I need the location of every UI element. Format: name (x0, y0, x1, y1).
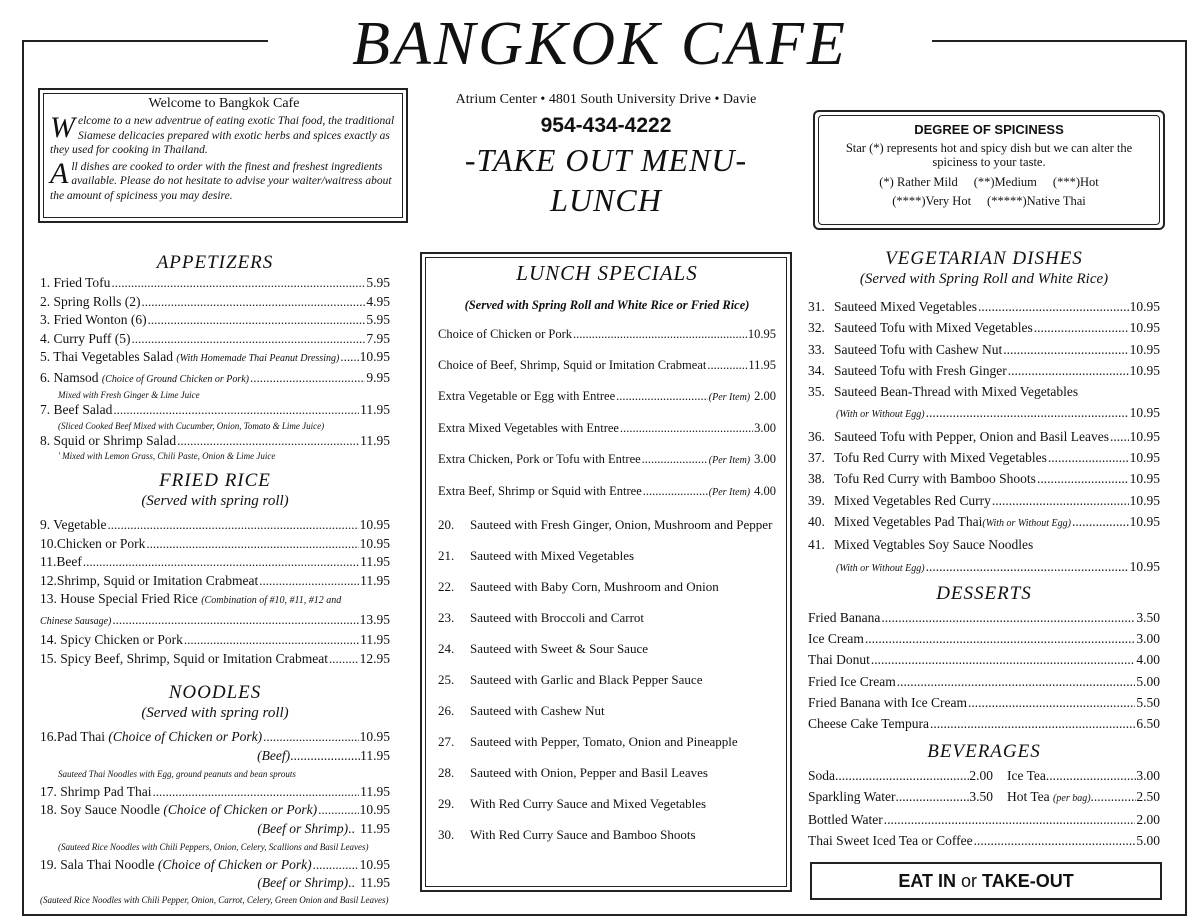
item-number: 24. (438, 641, 455, 656)
beverage-row: Soda ..... 2.00 Ice Tea ..... 3.00 (808, 765, 1160, 786)
lunch-choice (438, 476, 776, 508)
desserts-title: DESSERTS (936, 582, 1032, 604)
dot-leader (881, 607, 1135, 628)
level-3: (***)Hot (1052, 175, 1099, 189)
lunch-item (438, 702, 776, 719)
menu-item-cont (808, 402, 1160, 425)
item-price: 11.95 (360, 402, 390, 417)
menu-item (808, 317, 1160, 338)
beverage-row: Thai Sweet Iced Tea or Coffee ..... 5.00 (808, 830, 1160, 851)
dot-leader (707, 350, 747, 381)
menu-item (40, 611, 390, 632)
vegetarian-list (808, 296, 1160, 579)
item-number: 25. (438, 672, 455, 687)
dot-leader (112, 611, 358, 630)
dot-leader (871, 649, 1136, 670)
item-name: Sauteed Mixed Vegetables (834, 299, 977, 314)
noodle-item-19: 19. Sala Thai Noodle (Choice of Chicken or Pork) ..... 10.95 (Beef or Shrimp) .. 11.95 (Sauteed Rice Noodles with Chili Pepper, Onion, Carrot, Celery, Green Onion and Basil Leaves) (40, 856, 390, 907)
dot-leader (978, 296, 1129, 317)
dot-leader (1110, 426, 1129, 447)
noodles-title: NOODLES (168, 682, 262, 703)
item-number: 30. (438, 827, 455, 842)
dot-leader (1003, 339, 1128, 360)
item-price: 10.95 (1129, 513, 1160, 529)
lunch-items-list (438, 516, 776, 843)
item-name: Sauteed with Pepper, Tomato, Onion and Pineapple (470, 734, 738, 749)
fried-rice-subtitle: (Served with spring roll) (141, 493, 289, 509)
menu-item (40, 311, 390, 330)
item-name: 2. Spring Rolls (2) (40, 293, 141, 309)
menu-item (40, 650, 390, 669)
eat-in-take-out-banner: EAT IN or TAKE-OUT (810, 862, 1162, 900)
item-description: Mixed with Fresh Ginger & Lime Juice (58, 390, 200, 400)
lunch-specials-served: (Served with Spring Roll and White Rice or Fried Rice) (464, 298, 750, 312)
item-price: 3.00 (1136, 631, 1160, 647)
item-name: Sauteed with Cashew Nut (470, 703, 605, 718)
item-name: Sauteed Tofu with Fresh Ginger (834, 362, 1007, 378)
lunch-choices-list (438, 319, 776, 508)
menu-item (808, 381, 1160, 402)
item-name: 5. Thai Vegetables Salad (With Homemade Thai Peanut Dressing) (40, 349, 340, 364)
item-name: 14. Spicy Chicken or Pork (40, 632, 183, 647)
choice-price: 11.95 (748, 358, 776, 372)
item-name: Mixed Vegtables Soy Sauce Noodles (834, 537, 1034, 553)
fried-rice-title: FRIED RICE (159, 470, 271, 491)
dot-leader (259, 572, 359, 591)
menu-item (40, 432, 390, 451)
center-header (410, 92, 802, 218)
lunch-item (438, 516, 776, 533)
item-note: (Combination of #10, #11, #12 and (201, 595, 342, 606)
dot-leader (1048, 447, 1129, 468)
item-name: Sauteed with Garlic and Black Pepper Sauce (470, 672, 703, 687)
item-name: 7. Beef Salad (40, 402, 113, 417)
noodle-item-18: 18. Soy Sauce Noodle (Choice of Chicken or Pork) ..... 10.95 (Beef or Shrimp) .. 11.95 (Sauteed Rice Noodles with Chili Peppers, Onion, Celery, Scallions and Basil Leaves) (40, 801, 390, 853)
noodle-item-16: 16.Pad Thai (Choice of Chicken or Pork) ..... 10.95 (Beef) ..... 11.95 Sauteed Thai Noodles with Egg, ground peanuts and bean sprouts (40, 728, 390, 780)
level-1: (*) Rather Mild (879, 175, 958, 189)
dot-leader (616, 381, 708, 412)
item-price: 5.95 (366, 312, 390, 327)
dot-leader (113, 401, 359, 420)
item-name: With Red Curry Sauce and Bamboo Shoots (470, 827, 696, 842)
dot-leader (184, 631, 359, 650)
phone-number: 954-434-4222 (540, 114, 672, 137)
item-price: 10.95 (1129, 341, 1160, 357)
item-name: Sauteed with Mixed Vegetables (470, 548, 635, 563)
vegetarian-title: VEGETARIAN DISHES (885, 248, 1083, 269)
dot-leader (992, 490, 1129, 511)
item-description: ' Mixed with Lemon Grass, Chili Paste, Onion & Lime Juice (58, 451, 276, 461)
item-price: 10.95 (1129, 362, 1160, 378)
lunch-choice (438, 319, 776, 350)
item-name: Fried Banana (808, 609, 881, 625)
item-number: 27. (438, 734, 455, 749)
menu-item (808, 339, 1160, 360)
dot-leader (111, 274, 365, 293)
item-number: 22. (438, 579, 455, 594)
vegetarian-subtitle: (Served with Spring Roll and White Rice) (859, 271, 1109, 287)
dessert-item (808, 671, 1160, 692)
menu-item (808, 296, 1160, 317)
level-5: (*****)Native Thai (987, 194, 1086, 208)
item-name: Tofu Red Curry with Bamboo Shoots (834, 471, 1036, 487)
fried-rice-list (40, 516, 390, 668)
dot-leader (643, 476, 708, 507)
item-price: 7.95 (366, 330, 390, 346)
item-price: 11.95 (360, 432, 390, 448)
dot-leader (142, 293, 366, 312)
item-name: Ice Cream (808, 631, 864, 647)
choice-price: 10.95 (747, 327, 776, 341)
choice-price: 3.00 (754, 452, 776, 466)
item-number: 20. (438, 517, 455, 532)
item-note: (With Homemade Thai Peanut Dressing) (176, 353, 340, 364)
item-note: Chinese Sausage) (40, 615, 112, 627)
choice-price: 2.00 (754, 389, 776, 403)
item-name: Sauteed Bean-Thread with Mixed Vegetables (834, 384, 1079, 400)
item-name: 1. Fried Tofu (40, 275, 111, 290)
item-number: 36. (808, 428, 825, 444)
lunch-item (438, 547, 776, 564)
item-price: 5.50 (1136, 695, 1160, 711)
menu-item-cont (808, 556, 1160, 579)
menu-item (808, 447, 1160, 468)
item-name: 6. Namsod (Choice of Ground Chicken or Pork) (40, 369, 249, 385)
welcome-paragraph-1: Welcome to a new adventrue of eating exotic Thai food, the traditional Siamese delicacies prepared with exotic herbs and spices exactly as they used for cooking in Thailand. (50, 111, 395, 156)
item-number: 28. (438, 765, 455, 780)
left-column (40, 252, 390, 908)
choice-name: Extra Beef, Shrimp or Squid with Entree (438, 484, 642, 498)
menu-item (808, 490, 1160, 511)
item-name: 3. Fried Wonton (6) (40, 312, 147, 327)
item-number: 37. (808, 450, 825, 466)
item-price: 10.95 (359, 349, 390, 364)
beverage-row: Sparkling Water ..... 3.50 Hot Tea (per bag) ..... 2.50 (808, 786, 1160, 809)
item-price: 5.00 (1136, 673, 1160, 689)
per-item-note: (Per Item) (708, 455, 751, 466)
lunch-item (438, 733, 776, 750)
dot-leader (83, 553, 359, 572)
item-price: 4.95 (366, 293, 390, 309)
item-name: 9. Vegetable (40, 517, 107, 532)
item-price: 10.95 (1129, 405, 1160, 421)
item-name: With Red Curry Sauce and Mixed Vegetables (470, 796, 707, 811)
dot-leader (926, 402, 1129, 423)
item-number: 35. (808, 384, 825, 400)
item-price: 11.95 (360, 572, 390, 588)
item-note: (With or Without Egg) (836, 409, 925, 421)
menu-item (40, 590, 390, 611)
dot-leader (865, 628, 1136, 649)
dessert-item (808, 692, 1160, 713)
address: Atrium Center • 4801 South University Drive • Davie (455, 92, 757, 107)
item-name: Mixed Vegetables Pad Thai (834, 513, 983, 529)
lunch-item (438, 578, 776, 595)
item-number: 41. (808, 537, 825, 553)
dot-leader (573, 319, 747, 350)
lunch-choice (438, 350, 776, 381)
level-4: (****)Very Hot (892, 194, 972, 208)
menu-item (808, 360, 1160, 381)
lunch-choice (438, 444, 776, 476)
spiciness-box (813, 110, 1165, 230)
item-price: 9.95 (366, 369, 390, 385)
lunch-choice (438, 413, 776, 444)
choice-name: Extra Mixed Vegetables with Entree (438, 421, 619, 435)
item-price: 5.95 (366, 275, 390, 290)
item-name: Sauteed Tofu with Mixed Vegetables (834, 320, 1033, 336)
dot-leader (146, 535, 358, 554)
dessert-item (808, 607, 1160, 628)
item-price: 10.95 (1129, 558, 1160, 574)
item-number: 23. (438, 610, 455, 625)
lunch-item (438, 764, 776, 781)
item-price: 10.95 (359, 535, 390, 551)
item-price: 13.95 (359, 611, 390, 627)
spiciness-levels (823, 173, 1155, 211)
menu-item (808, 426, 1160, 447)
item-name: Sauteed with Sweet & Sour Sauce (470, 641, 648, 656)
per-item-note: (Per Item) (708, 392, 751, 403)
item-name: 15. Spicy Beef, Shrimp, Squid or Imitation Crabmeat (40, 650, 328, 666)
dot-leader (148, 311, 366, 330)
item-name: Sauteed with Fresh Ginger, Onion, Mushroom and Pepper (470, 517, 773, 532)
appetizers-title: APPETIZERS (156, 252, 274, 273)
dot-leader (968, 692, 1135, 713)
item-price: 10.95 (359, 517, 390, 532)
item-price: 10.95 (1129, 428, 1160, 444)
item-note: (With or Without Egg) (836, 562, 925, 574)
dot-leader (132, 330, 366, 349)
drop-cap-a: A (50, 156, 69, 190)
menu-item (40, 369, 390, 390)
item-name: Thai Donut (808, 652, 870, 668)
dot-leader (107, 516, 358, 535)
item-price: 10.95 (1129, 299, 1160, 314)
item-name (40, 611, 111, 632)
dessert-item (808, 628, 1160, 649)
lunch-item (438, 609, 776, 626)
menu-item (40, 330, 390, 349)
menu-item (40, 348, 390, 369)
spiciness-description: Star (*) represents hot and spicy dish but we can alter the spiciness to your taste. (845, 141, 1133, 169)
lunch-item (438, 795, 776, 812)
lunch-item (438, 826, 776, 843)
dot-leader (897, 671, 1136, 692)
item-name: 8. Squid or Shrimp Salad (40, 432, 177, 448)
frame-top-left (22, 40, 268, 42)
item-name: Sauteed Tofu with Pepper, Onion and Basil Leaves (834, 428, 1109, 444)
item-name: 13. House Special Fried Rice (Combination of #10, #11, #12 and (40, 591, 342, 606)
item-name: Fried Ice Cream (808, 673, 896, 689)
menu-item (40, 631, 390, 650)
item-name: Sauteed with Broccoli and Carrot (470, 610, 645, 625)
item-number: 40. (808, 513, 825, 529)
menu-item (40, 274, 390, 293)
item-number: 38. (808, 471, 825, 487)
item-name: Sauteed Tofu with Cashew Nut (834, 341, 1003, 357)
choice-name: Choice of Beef, Shrimp, Squid or Imitation Crabmeat (438, 358, 707, 372)
item-price: 10.95 (1129, 471, 1160, 487)
item-number: 26. (438, 703, 455, 718)
item-number: 33. (808, 341, 825, 357)
noodles-subtitle: (Served with spring roll) (141, 705, 289, 721)
item-name: Mixed Vegetables Red Curry (834, 492, 991, 508)
menu-item (808, 511, 1160, 534)
dessert-item (808, 713, 1160, 734)
item-number: 21. (438, 548, 455, 563)
menu-item (808, 468, 1160, 489)
item-name: 4. Curry Puff (5) (40, 330, 131, 346)
choice-name: Extra Vegetable or Egg with Entree (438, 389, 616, 403)
dot-leader (1037, 468, 1129, 489)
choice-name: Choice of Chicken or Pork (438, 327, 573, 341)
per-item-note: (Per Item) (708, 487, 751, 498)
desserts-list (808, 607, 1160, 735)
item-price: 11.95 (360, 632, 390, 647)
dot-leader (1072, 511, 1129, 532)
item-number: 39. (808, 492, 825, 508)
menu-item (40, 293, 390, 312)
beverage-row: Bottled Water ..... 2.00 (808, 809, 1160, 830)
welcome-paragraph-2: All dishes are cooked to order with the finest and freshest ingredients available. Please do not hesitate to advise your waiter/waitress about the amount of spiciness you may desire. (50, 156, 392, 202)
item-name: Tofu Red Curry with Mixed Vegetables (834, 450, 1047, 466)
item-price: 10.95 (1129, 320, 1160, 336)
dot-leader (177, 432, 359, 451)
dot-leader (620, 413, 753, 444)
item-name: 11.Beef (40, 554, 82, 569)
right-column (808, 248, 1160, 851)
lunch-item (438, 640, 776, 657)
dot-leader (329, 650, 359, 669)
item-price: 4.00 (1136, 652, 1160, 668)
item-price: 6.50 (1136, 716, 1160, 732)
noodle-item-17: 17. Shrimp Pad Thai ..... 11.95 (40, 783, 390, 802)
item-number: 32. (808, 320, 825, 336)
frame-top-right (932, 40, 1187, 42)
dot-leader (1008, 360, 1129, 381)
item-name: Fried Banana with Ice Cream (808, 695, 967, 711)
beverages-title: BEVERAGES (927, 740, 1041, 762)
item-note: (With or Without Egg) (982, 517, 1071, 529)
dot-leader (340, 348, 358, 367)
choice-price: 4.00 (754, 484, 776, 498)
menu-item (40, 516, 390, 535)
drop-cap-w: W (50, 111, 75, 144)
level-2: (**)Medium (973, 175, 1037, 189)
menu-item (808, 534, 1160, 555)
item-name: Sauteed with Onion, Pepper and Basil Leaves (470, 765, 708, 780)
lunch-title: LUNCH (550, 182, 662, 218)
lunch-item (438, 671, 776, 688)
dot-leader (1034, 317, 1129, 338)
item-name: Cheese Cake Tempura (808, 716, 930, 732)
menu-item (40, 553, 390, 572)
choice-name: Extra Chicken, Pork or Tofu with Entree (438, 452, 641, 466)
item-number: 29. (438, 796, 455, 811)
welcome-box (38, 88, 408, 223)
welcome-heading: Welcome to Bangkok Cafe (148, 96, 300, 111)
dot-leader (250, 369, 365, 388)
item-price: 10.95 (1129, 450, 1160, 466)
takeout-menu-title: -TAKE OUT MENU- (464, 142, 748, 178)
item-description: (Sliced Cooked Beef Mixed with Cucumber, Onion, Tomato & Lime Juice) (58, 420, 325, 431)
beverages-list (808, 765, 1160, 852)
menu-item (40, 535, 390, 554)
dot-leader (930, 713, 1135, 734)
item-number: 31. (808, 299, 825, 314)
dessert-item (808, 649, 1160, 670)
item-note: (Choice of Ground Chicken or Pork) (101, 373, 249, 385)
spiciness-heading: DEGREE OF SPICINESS (914, 122, 1064, 137)
menu-item (40, 401, 390, 420)
lunch-specials-box (420, 252, 792, 892)
item-name: 10.Chicken or Pork (40, 535, 146, 551)
item-number: 34. (808, 362, 825, 378)
menu-item (40, 572, 390, 591)
restaurant-title: BANGKOK CAFE (352, 10, 848, 78)
item-name: 12.Shrimp, Squid or Imitation Crabmeat (40, 572, 259, 588)
lunch-choice (438, 381, 776, 413)
item-name: Sauteed with Baby Corn, Mushroom and Onion (470, 579, 719, 594)
choice-price: 3.00 (754, 421, 776, 435)
appetizers-list (40, 274, 390, 462)
dot-leader (926, 556, 1129, 577)
item-price: 3.50 (1136, 609, 1160, 625)
item-price: 12.95 (359, 650, 390, 666)
item-price: 10.95 (1129, 492, 1160, 508)
lunch-specials-title: LUNCH SPECIALS (516, 261, 698, 285)
dot-leader (642, 444, 708, 475)
item-price: 11.95 (360, 554, 390, 569)
